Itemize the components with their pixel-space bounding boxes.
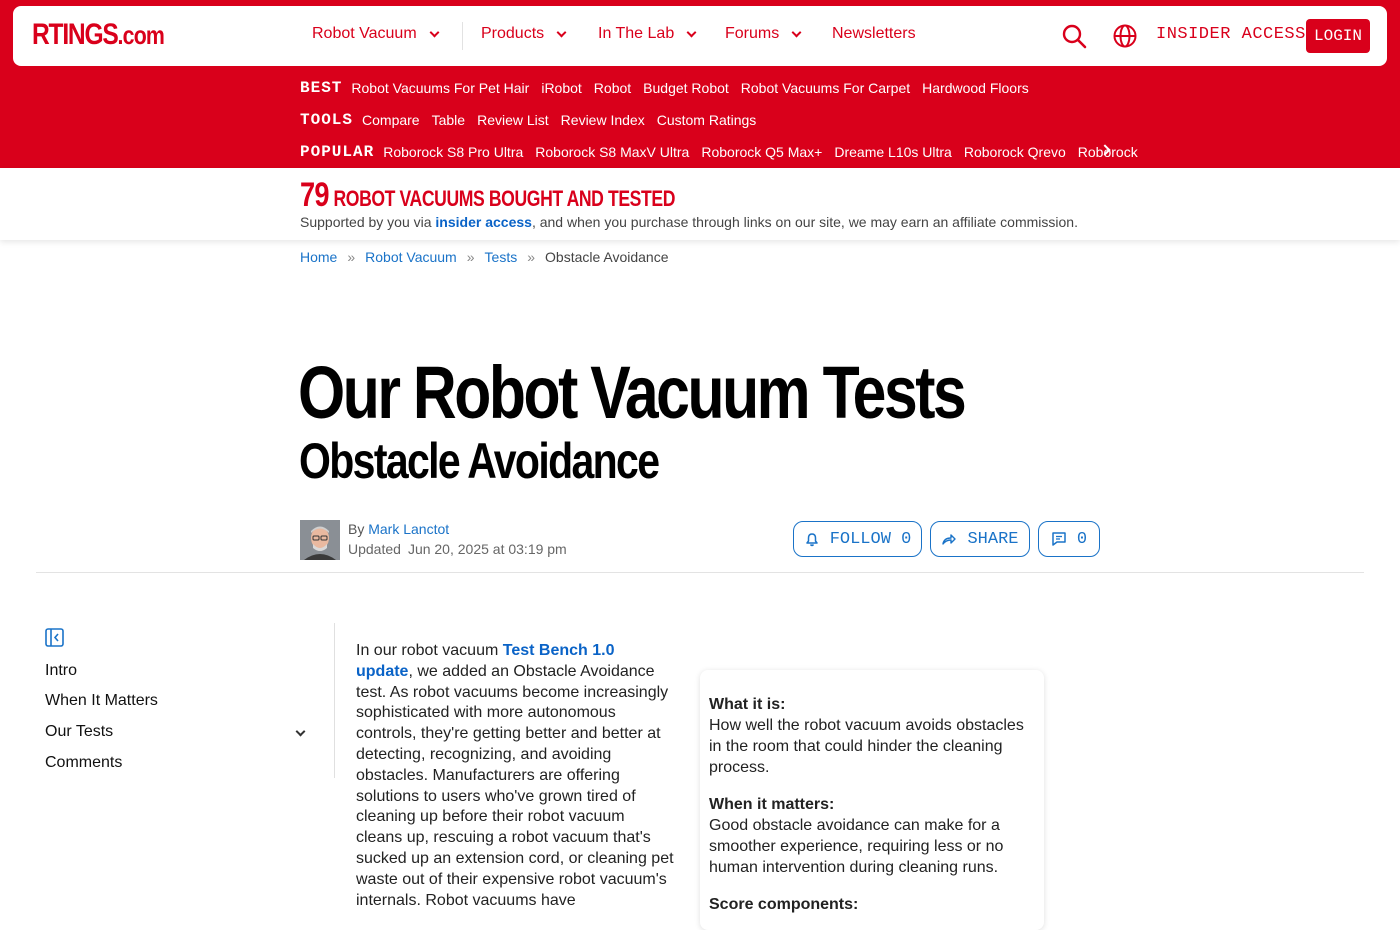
popular-link[interactable]: Roborock (1077, 144, 1138, 160)
affiliate-disclosure: Supported by you via insider access, and when you purchase through links on our site, we may earn an affiliate commission. (300, 214, 1078, 230)
tools-link[interactable]: Compare (362, 112, 420, 128)
page-title: Our Robot Vacuum Tests (298, 351, 965, 434)
breadcrumb-current: Obstacle Avoidance (545, 249, 669, 265)
best-link[interactable]: Hardwood Floors (922, 80, 1029, 96)
tools-link[interactable]: Review List (477, 112, 549, 128)
breadcrumb-separator: » (466, 249, 475, 265)
best-link[interactable]: Robot Vacuums For Carpet (740, 80, 911, 96)
toc-item-intro[interactable]: Intro (45, 662, 78, 679)
updated-date: Updated Jun 20, 2025 at 03:19 pm (348, 541, 567, 557)
nav-forums[interactable]: Forums (725, 25, 800, 43)
comments-button[interactable]: 0 (1038, 521, 1100, 557)
best-link[interactable]: Robot Vacuums For Pet Hair (351, 80, 530, 96)
tools-link[interactable]: Review Index (560, 112, 645, 128)
rtings-logo[interactable]: RTINGS.com (32, 18, 165, 51)
test-info-card (700, 670, 1044, 930)
author-byline: By Mark Lanctot (348, 521, 450, 537)
tools-link[interactable]: Table (431, 112, 466, 128)
best-link[interactable]: Budget Robot (643, 80, 729, 96)
subnav-popular (300, 140, 1138, 164)
breadcrumb-tests[interactable]: Tests (484, 249, 518, 265)
bell-icon (804, 531, 820, 547)
popular-link[interactable]: Roborock Q5 Max+ (701, 144, 823, 160)
best-link[interactable]: iRobot (541, 80, 582, 96)
collapse-sidebar-icon[interactable] (45, 628, 64, 647)
toc-item-when-it-matters[interactable]: When It Matters (45, 692, 158, 709)
breadcrumb-home[interactable]: Home (300, 249, 338, 265)
nav-separator (462, 22, 463, 50)
toc-item-comments[interactable]: Comments (45, 754, 123, 771)
what-it-is-label: What it is: (709, 696, 786, 713)
chevron-down-icon (557, 27, 567, 37)
chevron-down-icon (429, 27, 439, 37)
breadcrumb (300, 249, 669, 265)
search-icon[interactable] (1061, 23, 1087, 49)
share-button[interactable]: SHARE (930, 521, 1030, 557)
follow-button[interactable]: FOLLOW 0 (793, 521, 922, 557)
subnav-popular-label: POPULAR (300, 143, 375, 161)
share-arrow-icon (941, 531, 957, 547)
tested-count-label: ROBOT VACUUMS BOUGHT AND TESTED (333, 186, 676, 211)
globe-icon[interactable] (1112, 23, 1138, 49)
tested-count: 79 (300, 176, 329, 214)
test-bench-link[interactable]: Test Bench 1.0 update (356, 642, 615, 680)
author-name-link[interactable]: Mark Lanctot (368, 521, 450, 537)
when-it-matters-text: Good obstacle avoidance can make for a smoother experience, requiring less or no human intervention during cleaning runs. (709, 817, 1004, 876)
chevron-down-icon[interactable] (296, 727, 306, 737)
subnav-best-label: BEST (300, 79, 343, 97)
best-link[interactable]: Robot (593, 80, 632, 96)
chevron-down-icon (687, 27, 697, 37)
insider-access-link[interactable]: INSIDER ACCESS (1156, 25, 1306, 44)
breadcrumb-separator: » (527, 249, 536, 265)
author-avatar-icon (300, 520, 340, 560)
login-button[interactable]: LOGIN (1306, 19, 1370, 53)
subnav-tools (300, 108, 768, 132)
toc-divider (334, 623, 335, 778)
subnav-best (300, 76, 1041, 100)
what-it-is-text: How well the robot vacuum avoids obstacles in the room that could hinder the cleaning process. (709, 717, 1024, 776)
popular-link[interactable]: Roborock S8 Pro Ultra (383, 144, 524, 160)
when-it-matters-label: When it matters: (709, 796, 835, 813)
insider-access-inline-link[interactable]: insider access (435, 214, 532, 230)
nav-products[interactable]: Products (481, 25, 565, 43)
intro-paragraph: In our robot vacuum Test Bench 1.0 update, we added an Obstacle Avoidance test. As robot vacuums become increasingly sophisticated with more autonomous controls, they're getting better and better at detecting, recognizing, and avoiding obstacles. Manufacturers are offering solutions to users who've grown tired of cleaning up before their robot vacuum cleans up, rescuing a robot vacuum that's sucked up an extension cord, or cleaning pet waste out of their expensive robot vacuum's internals. Robot vacuums have (356, 642, 674, 909)
popular-link[interactable]: Roborock S8 MaxV Ultra (535, 144, 690, 160)
toc-item-our-tests[interactable]: Our Tests (45, 723, 114, 740)
score-components-label: Score components: (709, 896, 859, 913)
nav-newsletters[interactable]: Newsletters (832, 25, 916, 42)
popular-link[interactable]: Roborock Qrevo (963, 144, 1066, 160)
breadcrumb-separator: » (347, 249, 356, 265)
comment-icon (1051, 531, 1067, 547)
page-subtitle: Obstacle Avoidance (299, 433, 659, 489)
top-nav (13, 6, 1387, 66)
subnav-tools-label: TOOLS (300, 111, 354, 129)
chevron-down-icon (792, 27, 802, 37)
tested-count-heading (300, 176, 675, 215)
avatar[interactable] (300, 520, 340, 560)
nav-in-the-lab[interactable]: In The Lab (598, 25, 695, 43)
breadcrumb-robot-vacuum[interactable]: Robot Vacuum (365, 249, 457, 265)
nav-robot-vacuum[interactable]: Robot Vacuum (312, 25, 438, 43)
section-divider (36, 572, 1364, 573)
popular-link[interactable]: Dreame L10s Ultra (834, 144, 952, 160)
tools-link[interactable]: Custom Ratings (656, 112, 757, 128)
